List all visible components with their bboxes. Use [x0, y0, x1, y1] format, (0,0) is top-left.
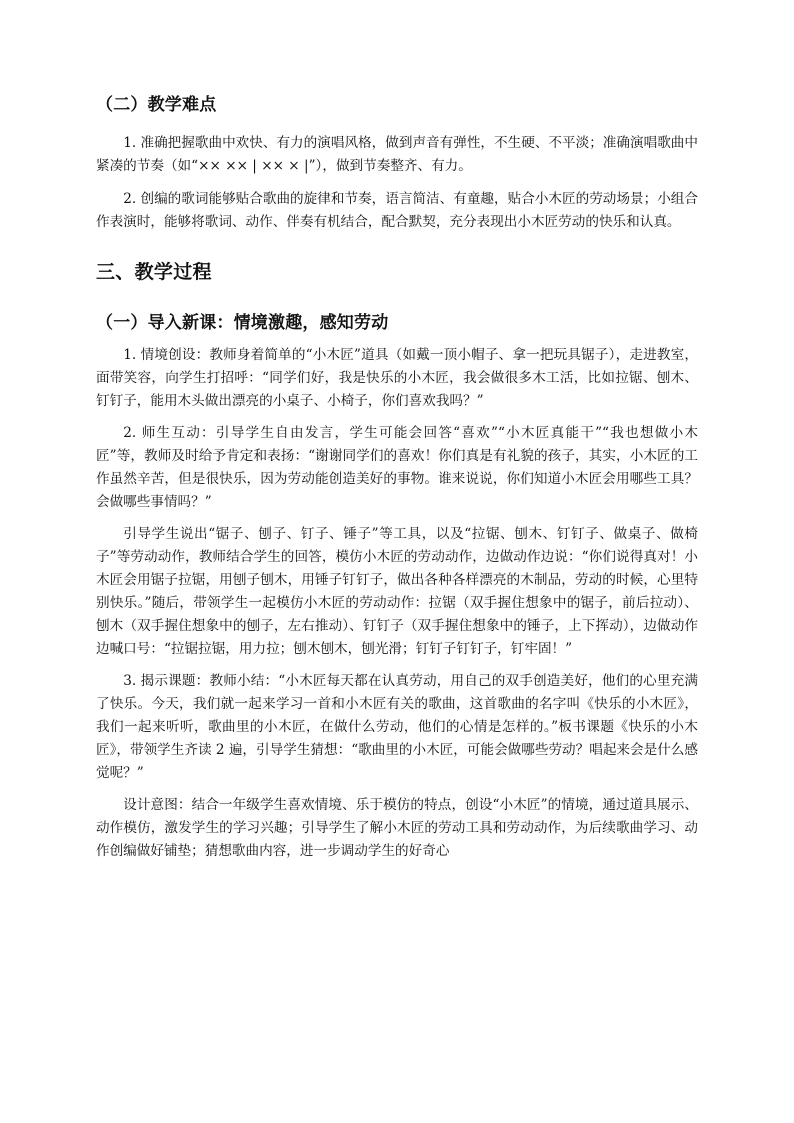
paragraph-intro-4: 3. 揭示课题：教师小结：“小木匠每天都在认真劳动，用自己的双手创造美好，他们的心里充满了快乐。今天，我们就一起来学习一首和小木匠有关的歌曲，这首歌曲的名字叫《快乐的小木匠》，我们一起来听听，歌曲里的小木匠，在做什么劳动，他们的心情是怎样的。”板书课题《快乐的小木匠》，带领学生齐读 2 遍，引导学生猜想：“歌曲里的小木匠，可能会做哪些劳动？唱起来会是什么感觉呢？” — [96, 673, 698, 781]
paragraph-intro-3: 引导学生说出“锯子、刨子、钉子、锤子”等工具，以及“拉锯、刨木、钉钉子、做桌子、做椅子”等劳动动作，教师结合学生的回答，模仿小木匠的劳动动作，边做动作边说：“你们说得真对！小木匠会用锯子拉锯，用刨子刨木，用锤子钉钉子，做出各种各样漂亮的木制品，劳动的时候，心里特别快乐。”随后，带领学生一起模仿小木匠的劳动动作：拉锯（双手握住想象中的锯子，前后拉动）、刨木（双手握住想象中的刨子，左右推动）、钉钉子（双手握住想象中的锤子，上下挥动），边做动作边喊口号：“拉锯拉锯，用力拉；刨木刨木，刨光滑；钉钉子钉钉子，钉牢固！” — [96, 526, 698, 657]
section-heading-lesson-intro: （一）导入新课：情境激趣，感知劳动 — [96, 313, 389, 333]
paragraph-difficulty-2: 2. 创编的歌词能够贴合歌曲的旋律和节奏，语言简洁、有童趣，贴合小木匠的劳动场景；小组合作表演时，能够将歌词、动作、伴奏有机结合，配合默契，充分表现出小木匠劳动的快乐和认真。 — [96, 191, 698, 230]
section-heading-teaching-difficulties: （二）教学难点 — [96, 95, 217, 115]
paragraph-intro-5: 设计意图：结合一年级学生喜欢情境、乐于模仿的特点，创设“小木匠”的情境，通过道具展示、动作模仿，激发学生的学习兴趣；引导学生了解小木匠的劳动工具和劳动动作，为后续歌曲学习、动作创编做好铺垫；猜想歌曲内容，进一步调动学生的好奇心 — [96, 797, 698, 859]
document-body — [96, 92, 698, 863]
paragraph-intro-2: 2. 师生互动：引导学生自由发言，学生可能会回答“喜欢”“小木匠真能干”“我也想做小木匠”等，教师及时给予肯定和表扬：“谢谢同学们的喜欢！你们真是有礼貌的孩子，其实，小木匠的工作虽然辛苦，但是很快乐，因为劳动能创造美好的事物。谁来说说，你们知道小木匠会用哪些工具？会做哪些事情吗？” — [96, 425, 698, 510]
paragraph-difficulty-1: 1. 准确把握歌曲中欢快、有力的演唱风格，做到声音有弹性，不生硬、不平淡；准确演唱歌曲中紧凑的节奏（如“×× ×× | ×× × |”），做到节奏整齐、有力。 — [96, 135, 698, 174]
section-heading-teaching-process: 三、教学过程 — [96, 261, 212, 283]
paragraph-intro-1: 1. 情境创设：教师身着简单的“小木匠”道具（如戴一顶小帽子、拿一把玩具锯子），走进教室，面带笑容，向学生打招呼：“同学们好，我是快乐的小木匠，我会做很多木工活，比如拉锯、刨木、钉钉子，能用木头做出漂亮的小桌子、小椅子，你们喜欢我吗？” — [96, 347, 698, 409]
